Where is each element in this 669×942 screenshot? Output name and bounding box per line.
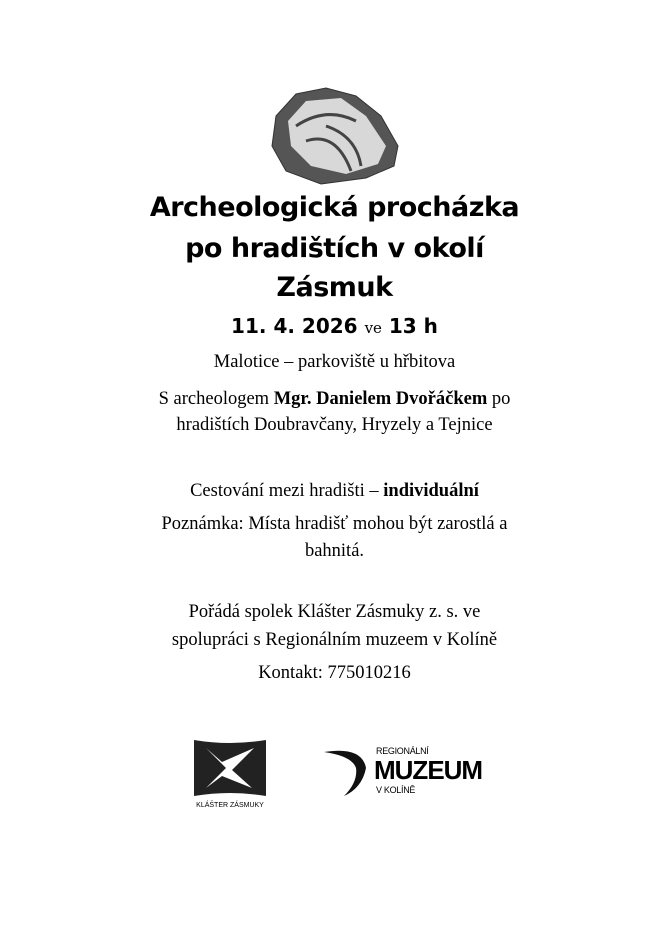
guide-name: Mgr. Danielem Dvořáčkem	[273, 389, 488, 409]
muzeum-bottom-text: V KOLÍNĚ	[376, 785, 416, 795]
note-line-2: bahnitá.	[304, 541, 365, 561]
note-line-1: Poznámka: Místa hradišť mohou být zarostlá a	[161, 514, 508, 534]
guide-line-1	[0, 388, 669, 410]
location: Malotice – parkoviště u hřbitova	[213, 352, 456, 372]
regionalni-muzeum-logo	[322, 746, 512, 796]
date-ve: ve	[364, 319, 382, 337]
travel	[0, 480, 669, 502]
event-date	[0, 314, 669, 340]
contact: Kontakt: 775010216	[258, 663, 411, 683]
guide-prefix: S archeologem	[158, 389, 274, 409]
organizer-line-1: Pořádá spolek Klášter Zásmuky z. s. ve	[188, 602, 481, 622]
klaster-z-logo-icon	[192, 738, 268, 798]
organizer-line-2: spolupráci s Regionálním muzeem v Kolíně	[171, 630, 498, 650]
muzeum-swoosh-icon	[322, 748, 372, 798]
muzeum-main-text: MUZEUM	[374, 755, 483, 785]
muzeum-top-text: REGIONÁLNÍ	[376, 746, 429, 756]
travel-prefix: Cestování mezi hradišti –	[190, 481, 384, 501]
artifact-shard-image	[266, 86, 402, 186]
title-line-1: Archeologická procházka	[149, 192, 520, 223]
guide-suffix: po	[487, 389, 511, 409]
klaster-logo-text: KLÁŠTER ZÁSMUKY	[196, 802, 264, 809]
date-day: 11. 4. 2026	[231, 314, 358, 338]
title-line-3: Zásmuk	[276, 272, 393, 303]
date-time: 13 h	[388, 314, 438, 338]
klaster-zasmuky-logo	[190, 738, 270, 810]
guide-line-2: hradištích Doubravčany, Hryzely a Tejnice	[176, 415, 493, 435]
title-line-2: po hradištích v okolí	[185, 233, 484, 264]
travel-value: individuální	[383, 481, 479, 501]
